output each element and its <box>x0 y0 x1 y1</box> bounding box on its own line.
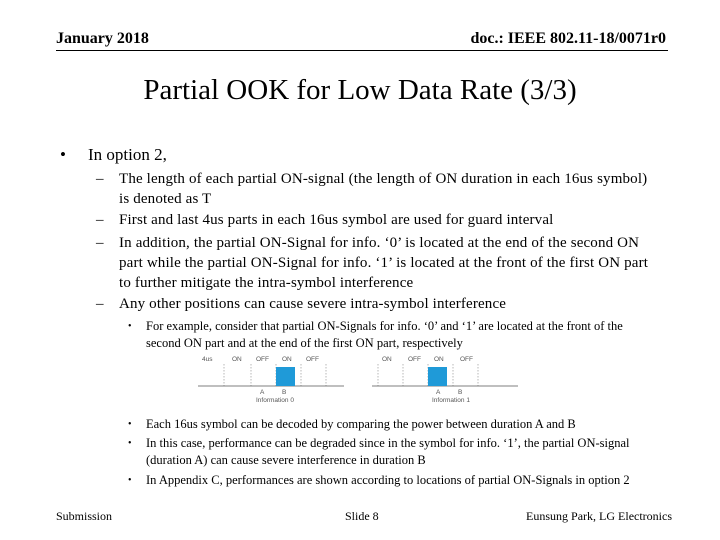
label-a: A <box>260 389 265 396</box>
sub-item-text: In addition, the partial ON-Signal for info. ‘0’ is located at the end of the second ON part while the partial ON-Signal for info. ‘1’ is located at the front of the first ON part to further mitigate the intra-symbol interference <box>119 235 649 291</box>
figure-caption: Information 1 <box>432 397 470 404</box>
bullet-dot: • <box>128 438 132 449</box>
label-off-1: OFF <box>256 356 269 363</box>
label-on-1: ON <box>232 356 242 363</box>
on-pulse <box>428 367 447 386</box>
label-b: B <box>282 389 287 396</box>
bullet-dot: • <box>128 419 132 430</box>
dash-marker: – <box>96 235 104 251</box>
header-doc-id: doc.: IEEE 802.11-18/0071r0 <box>470 30 666 47</box>
sub-sub-item <box>128 435 658 469</box>
bullet-marker: • <box>60 145 66 164</box>
label-off-2: OFF <box>460 356 473 363</box>
label-on-2: ON <box>282 356 292 363</box>
sub-sub-item-text: In this case, performance can be degraded since in the symbol for info. ‘1’, the partial ON-signal (duration A) can cause severe interference in duration B <box>146 436 630 467</box>
sub-item-text: Any other positions can cause severe intra-symbol interference <box>119 296 507 312</box>
waveform-figure-info-0 <box>196 352 346 404</box>
dash-marker: – <box>96 171 104 187</box>
footer-slide-number: Slide 8 <box>345 509 379 523</box>
sub-item <box>96 233 656 293</box>
footer-author: Eunsung Park, LG Electronics <box>526 509 672 523</box>
label-a: A <box>436 389 441 396</box>
label-off-1: OFF <box>408 356 421 363</box>
sub-sub-item-text: Each 16us symbol can be decoded by comparing the power between duration A and B <box>146 417 576 431</box>
footer-submission: Submission <box>56 509 113 523</box>
header-date: January 2018 <box>56 30 149 47</box>
sub-sub-item <box>128 416 658 433</box>
label-on-1: ON <box>382 356 392 363</box>
bullet-dot: • <box>128 321 132 332</box>
sub-item <box>96 169 656 209</box>
waveform-figure-info-1 <box>370 352 520 404</box>
on-pulse <box>276 367 295 386</box>
sub-sub-item <box>128 472 658 489</box>
label-on-2: ON <box>434 356 444 363</box>
dash-marker: – <box>96 212 104 228</box>
bullet-dot: • <box>128 475 132 486</box>
sub-sub-item-text: For example, consider that partial ON-Signals for info. ‘0’ and ‘1’ are located at the front of the second ON part and at the end of the first ON part, respectively <box>146 319 623 350</box>
header-rule <box>56 50 668 51</box>
sub-sub-item-text: In Appendix C, performances are shown according to locations of partial ON-Signals in option 2 <box>146 473 630 487</box>
figure-caption: Information 0 <box>256 397 294 404</box>
label-off-2: OFF <box>306 356 319 363</box>
slide-title: Partial OOK for Low Data Rate (3/3) <box>143 74 577 106</box>
sub-item <box>96 294 656 314</box>
sub-item-text: First and last 4us parts in each 16us symbol are used for guard interval <box>119 212 554 228</box>
bullet-text: In option 2, <box>88 145 167 164</box>
sub-item-text: The length of each partial ON-signal (the length of ON duration in each 16us symbol) is denoted as T <box>119 171 648 207</box>
label-b: B <box>458 389 463 396</box>
sub-sub-item <box>128 318 658 352</box>
dash-marker: – <box>96 296 104 312</box>
sub-item <box>96 210 656 230</box>
label-4us: 4us <box>202 356 213 363</box>
